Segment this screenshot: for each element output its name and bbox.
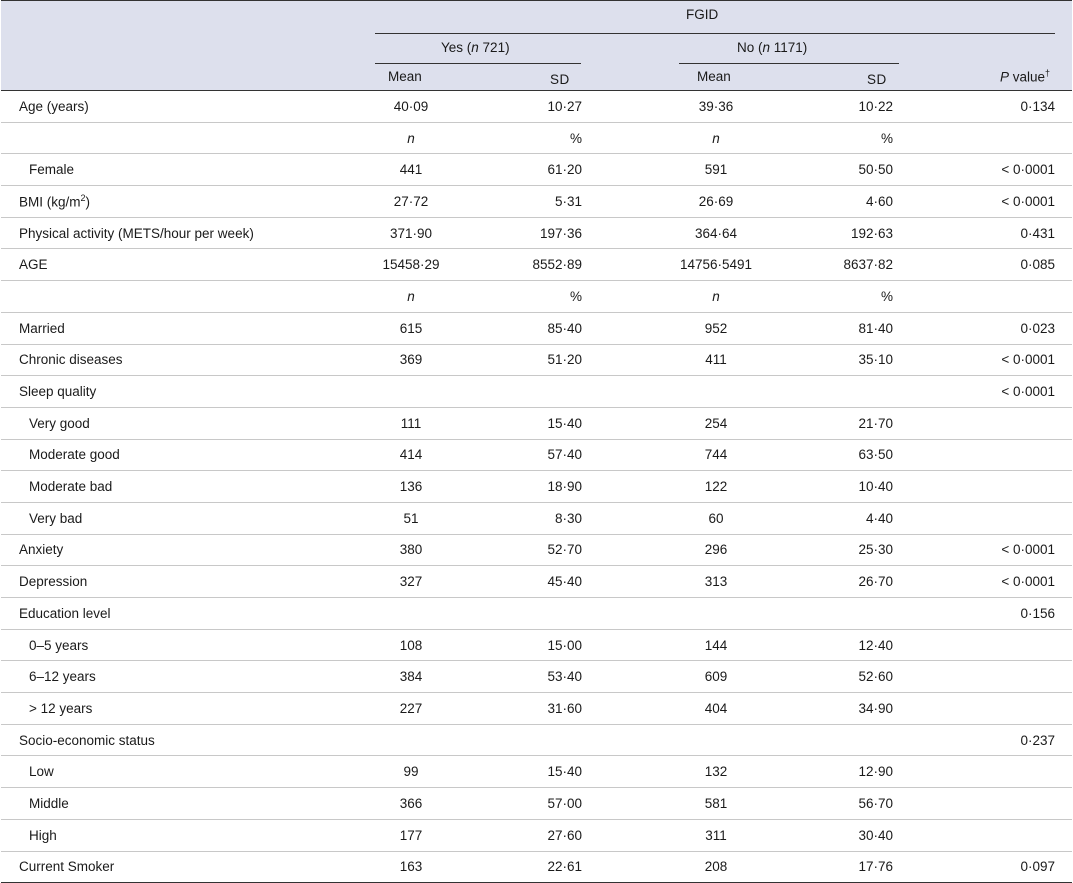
yes-count-cell xyxy=(291,376,531,408)
yes-percent-cell: 31·60 xyxy=(531,693,596,725)
table-row xyxy=(1,471,1072,503)
row-label xyxy=(1,344,291,376)
yes-percent-cell: 61·20 xyxy=(531,154,596,186)
no-percent-cell xyxy=(836,598,907,630)
p-value-cell: < 0·0001 xyxy=(907,344,1072,376)
yes-count-cell: 366 xyxy=(291,788,531,820)
mean-header-yes: Mean xyxy=(388,69,422,84)
row-label-text: 6–12 years xyxy=(29,669,96,685)
no-percent-cell: 12·90 xyxy=(836,756,907,788)
table-row xyxy=(1,439,1072,471)
no-count-cell: n xyxy=(596,281,836,313)
yes-percent-cell: 15·40 xyxy=(531,756,596,788)
p-value-cell xyxy=(907,629,1072,661)
row-label xyxy=(1,566,291,598)
no-count-cell: 313 xyxy=(596,566,836,598)
no-count-cell: 254 xyxy=(596,407,836,439)
table-row xyxy=(1,788,1072,820)
yes-count-cell xyxy=(291,724,531,756)
table-row xyxy=(1,566,1072,598)
p-value-cell: < 0·0001 xyxy=(907,566,1072,598)
table-row xyxy=(1,502,1072,534)
p-value-cell xyxy=(907,407,1072,439)
group-header: FGID xyxy=(686,7,719,22)
row-label xyxy=(1,661,291,693)
yes-percent-cell xyxy=(531,724,596,756)
yes-count-cell: 177 xyxy=(291,819,531,851)
yes-percent-cell: 45·40 xyxy=(531,566,596,598)
yes-count-cell: n xyxy=(291,122,531,154)
row-label-text: BMI (kg/m xyxy=(19,194,81,210)
no-count-cell: 364·64 xyxy=(596,217,836,249)
table-row xyxy=(1,724,1072,756)
yes-percent-cell: 51·20 xyxy=(531,344,596,376)
yes-percent-cell: 27·60 xyxy=(531,819,596,851)
no-count-cell: 952 xyxy=(596,312,836,344)
no-count-cell: 132 xyxy=(596,756,836,788)
row-label-text: Current Smoker xyxy=(19,859,115,875)
no-count-cell: 208 xyxy=(596,851,836,883)
yes-percent-cell xyxy=(531,376,596,408)
p-value-cell: 0·085 xyxy=(907,249,1072,281)
no-count-cell: 404 xyxy=(596,693,836,725)
yes-count-cell: 15458·29 xyxy=(291,249,531,281)
p-value-cell xyxy=(907,693,1072,725)
p-value-cell xyxy=(907,819,1072,851)
p-value-cell xyxy=(907,502,1072,534)
no-percent-cell xyxy=(836,376,907,408)
yes-count-cell: 111 xyxy=(291,407,531,439)
yes-percent-cell: 10·27 xyxy=(531,91,596,122)
row-label xyxy=(1,693,291,725)
no-count-cell: 744 xyxy=(596,439,836,471)
table-row xyxy=(1,534,1072,566)
row-label xyxy=(1,724,291,756)
p-value-cell xyxy=(907,439,1072,471)
no-percent-cell: 81·40 xyxy=(836,312,907,344)
yes-percent-cell: % xyxy=(531,281,596,313)
p-value-cell xyxy=(907,756,1072,788)
no-count-cell: 411 xyxy=(596,344,836,376)
yes-percent-cell: 52·70 xyxy=(531,534,596,566)
p-value-cell xyxy=(907,788,1072,820)
no-percent-cell: 12·40 xyxy=(836,629,907,661)
p-value-cell: 0·431 xyxy=(907,217,1072,249)
table-row xyxy=(1,312,1072,344)
data-table xyxy=(1,91,1072,883)
yes-count-cell: 414 xyxy=(291,439,531,471)
no-rule xyxy=(679,63,899,64)
table-row xyxy=(1,756,1072,788)
yes-count-cell: 369 xyxy=(291,344,531,376)
no-percent-cell: 52·60 xyxy=(836,661,907,693)
row-label xyxy=(1,851,291,883)
table-row xyxy=(1,249,1072,281)
yes-count-cell: 51 xyxy=(291,502,531,534)
no-count-cell xyxy=(596,724,836,756)
table-row xyxy=(1,407,1072,439)
no-count-cell: 296 xyxy=(596,534,836,566)
row-label-text: Physical activity (METS/hour per week) xyxy=(19,225,254,241)
no-count-cell: 122 xyxy=(596,471,836,503)
row-label-text: Socio-economic status xyxy=(19,732,155,748)
row-label-text: High xyxy=(29,827,57,843)
table-row xyxy=(1,819,1072,851)
no-percent-cell: 21·70 xyxy=(836,407,907,439)
yes-percent-cell: 8552·89 xyxy=(531,249,596,281)
no-count-cell: 14756·5491 xyxy=(596,249,836,281)
yes-count-cell: 615 xyxy=(291,312,531,344)
no-count-cell: 39·36 xyxy=(596,91,836,122)
row-label-text: Sleep quality xyxy=(19,384,97,400)
p-value-cell: 0·097 xyxy=(907,851,1072,883)
no-percent-cell: 63·50 xyxy=(836,439,907,471)
table-row xyxy=(1,629,1072,661)
yes-percent-cell: 85·40 xyxy=(531,312,596,344)
table-row xyxy=(1,661,1072,693)
table-row xyxy=(1,217,1072,249)
table-body xyxy=(1,91,1072,883)
yes-count-cell xyxy=(291,598,531,630)
row-label xyxy=(1,819,291,851)
mean-header-no: Mean xyxy=(697,69,731,84)
row-label-end: ) xyxy=(85,194,91,210)
yes-percent-cell: 15·00 xyxy=(531,629,596,661)
row-label xyxy=(1,439,291,471)
yes-count-cell: 136 xyxy=(291,471,531,503)
row-label xyxy=(1,249,291,281)
row-label-text: Low xyxy=(29,764,54,780)
no-percent-cell: 35·10 xyxy=(836,344,907,376)
no-percent-cell: 4·60 xyxy=(836,186,907,218)
p-value-cell: < 0·0001 xyxy=(907,186,1072,218)
p-value-cell: 0·134 xyxy=(907,91,1072,122)
row-label-text: AGE xyxy=(19,257,48,273)
yes-percent-cell: 15·40 xyxy=(531,407,596,439)
no-count-cell xyxy=(596,376,836,408)
no-count-cell: 60 xyxy=(596,502,836,534)
row-label-text: Education level xyxy=(19,605,111,621)
table-row xyxy=(1,122,1072,154)
row-label-text: Female xyxy=(29,162,75,178)
row-label-text: 0–5 years xyxy=(29,637,89,653)
row-label-text: Age (years) xyxy=(19,98,89,114)
row-label xyxy=(1,471,291,503)
table-row xyxy=(1,154,1072,186)
yes-count-cell: 163 xyxy=(291,851,531,883)
row-label xyxy=(1,312,291,344)
table-row xyxy=(1,186,1072,218)
row-label-text: Middle xyxy=(29,795,69,811)
no-percent-cell: 192·63 xyxy=(836,217,907,249)
row-label xyxy=(1,502,291,534)
no-percent-cell: 50·50 xyxy=(836,154,907,186)
yes-count-cell: 441 xyxy=(291,154,531,186)
p-value-cell xyxy=(907,122,1072,154)
group-rule xyxy=(375,33,1055,34)
yes-count-cell: 227 xyxy=(291,693,531,725)
yes-count-cell: 327 xyxy=(291,566,531,598)
row-label-text: Chronic diseases xyxy=(19,352,123,368)
no-percent-cell: 8637·82 xyxy=(836,249,907,281)
yes-count-cell: n xyxy=(291,281,531,313)
no-percent-cell: 34·90 xyxy=(836,693,907,725)
yes-percent-cell xyxy=(531,598,596,630)
yes-percent-cell: 22·61 xyxy=(531,851,596,883)
table-row xyxy=(1,344,1072,376)
yes-count-cell: 99 xyxy=(291,756,531,788)
no-count-cell: 609 xyxy=(596,661,836,693)
yes-percent-cell: 53·40 xyxy=(531,661,596,693)
yes-percent-cell: 8·30 xyxy=(531,502,596,534)
row-label xyxy=(1,154,291,186)
row-label-superscript: 2 xyxy=(80,193,86,204)
no-count-cell: 581 xyxy=(596,788,836,820)
no-count-cell: 144 xyxy=(596,629,836,661)
yes-percent-cell: 57·40 xyxy=(531,439,596,471)
table-row xyxy=(1,281,1072,313)
row-label xyxy=(1,186,291,218)
table-row xyxy=(1,91,1072,122)
no-percent-cell: 4·40 xyxy=(836,502,907,534)
no-percent-cell: 26·70 xyxy=(836,566,907,598)
row-label xyxy=(1,534,291,566)
p-value-cell: 0·023 xyxy=(907,312,1072,344)
row-label xyxy=(1,407,291,439)
p-value-cell: 0·156 xyxy=(907,598,1072,630)
p-value-cell: < 0·0001 xyxy=(907,534,1072,566)
table-row xyxy=(1,851,1072,883)
row-label-text: Very good xyxy=(29,415,90,431)
table-header xyxy=(1,0,1072,91)
yes-rule xyxy=(375,63,581,64)
p-value-cell: < 0·0001 xyxy=(907,376,1072,408)
row-label-text: Moderate good xyxy=(29,447,120,463)
row-label-text: > 12 years xyxy=(29,700,93,716)
yes-percent-cell: 18·90 xyxy=(531,471,596,503)
no-percent-cell: % xyxy=(836,122,907,154)
p-value-header: P value† xyxy=(1000,68,1051,85)
p-value-cell: 0·237 xyxy=(907,724,1072,756)
table-row xyxy=(1,598,1072,630)
row-label xyxy=(1,122,291,154)
row-label xyxy=(1,756,291,788)
row-label xyxy=(1,629,291,661)
yes-count-cell: 384 xyxy=(291,661,531,693)
table-row xyxy=(1,693,1072,725)
yes-count-cell: 380 xyxy=(291,534,531,566)
row-label-text: Married xyxy=(19,320,65,336)
no-count-cell: 311 xyxy=(596,819,836,851)
row-label-text: Moderate bad xyxy=(29,479,113,495)
yes-count-cell: 40·09 xyxy=(291,91,531,122)
yes-percent-cell: 197·36 xyxy=(531,217,596,249)
no-percent-cell: 10·40 xyxy=(836,471,907,503)
no-count-cell: 26·69 xyxy=(596,186,836,218)
no-count-cell: n xyxy=(596,122,836,154)
row-label-text: Depression xyxy=(19,574,88,590)
yes-percent-cell: % xyxy=(531,122,596,154)
p-value-cell xyxy=(907,661,1072,693)
no-percent-cell: 10·22 xyxy=(836,91,907,122)
yes-count-cell: 371·90 xyxy=(291,217,531,249)
sd-header-no: SD xyxy=(867,72,887,87)
no-percent-cell: 30·40 xyxy=(836,819,907,851)
yes-percent-cell: 57·00 xyxy=(531,788,596,820)
row-label xyxy=(1,91,291,122)
no-percent-cell: 56·70 xyxy=(836,788,907,820)
no-column-header: No (n 1171) xyxy=(737,40,808,55)
no-percent-cell xyxy=(836,724,907,756)
no-percent-cell: 17·76 xyxy=(836,851,907,883)
row-label xyxy=(1,217,291,249)
sd-header-yes: SD xyxy=(550,72,570,87)
row-label-text: Very bad xyxy=(29,510,83,526)
yes-column-header: Yes (n 721) xyxy=(441,40,510,55)
p-value-cell xyxy=(907,471,1072,503)
no-percent-cell: 25·30 xyxy=(836,534,907,566)
yes-percent-cell: 5·31 xyxy=(531,186,596,218)
row-label xyxy=(1,281,291,313)
table-container xyxy=(1,0,1072,883)
row-label xyxy=(1,598,291,630)
yes-count-cell: 27·72 xyxy=(291,186,531,218)
table-row xyxy=(1,376,1072,408)
p-value-cell xyxy=(907,281,1072,313)
no-count-cell xyxy=(596,598,836,630)
row-label-text: Anxiety xyxy=(19,542,64,558)
yes-count-cell: 108 xyxy=(291,629,531,661)
row-label xyxy=(1,376,291,408)
no-count-cell: 591 xyxy=(596,154,836,186)
row-label xyxy=(1,788,291,820)
no-percent-cell: % xyxy=(836,281,907,313)
p-value-cell: < 0·0001 xyxy=(907,154,1072,186)
